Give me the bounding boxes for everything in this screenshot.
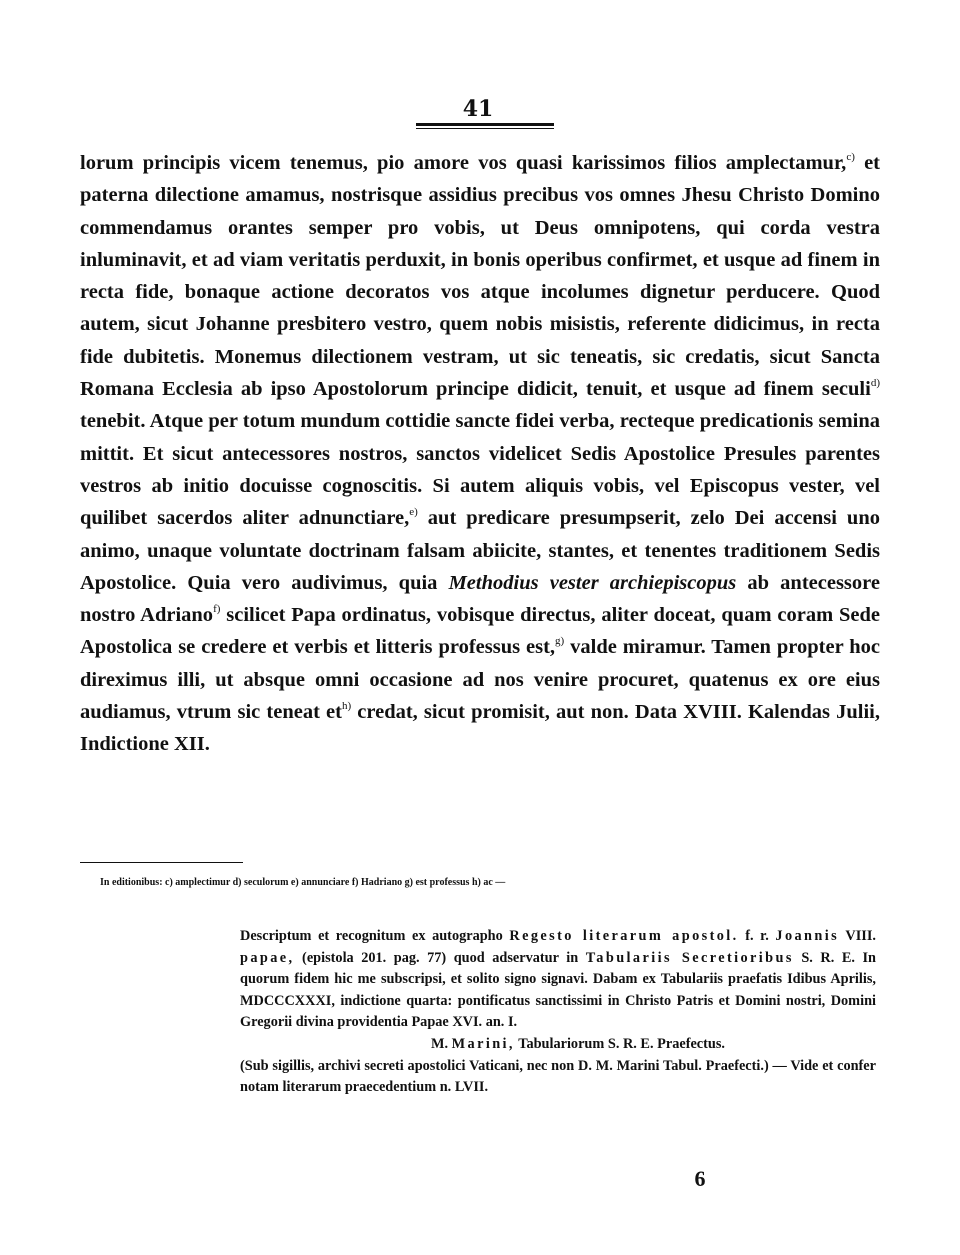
- attestation-segment: Descriptum et recognitum ex autographo: [240, 928, 510, 944]
- attestation-segment: (epistola 201. pag. 77) quod adservatur in: [294, 949, 586, 966]
- body-text: lorum principis vicem tenemus, pio amore vos quasi karissimos filios amplectamur,: [80, 152, 847, 174]
- footnote-marker: h): [341, 700, 352, 713]
- signature-name: Marini,: [451, 1035, 515, 1052]
- footnote-rule: [80, 862, 243, 863]
- footnote-marker: f): [213, 603, 221, 616]
- signature-initial: M.: [430, 1035, 452, 1052]
- attestation-block: [240, 926, 876, 1099]
- italic-name: Methodius vester archiepiscopus: [448, 571, 737, 594]
- body-text: credat, sicut promisit, aut non. Data XVIII. Kalendas Julii, Indictione XII.: [80, 701, 880, 756]
- attestation-segment: S. R. E. In quorum fidem hic me subscripsi, et solito signo signavi. Dabam ex Tabulariis praefatis Idibus Aprilis, MDCCCXXXI, indictione quarta: pontificatus sanctissimi in Christo Patris et Domini nostri, Domini Gregorii divina providentia Papae XVI. an. I.: [240, 949, 876, 1031]
- signature-title: Tabulariorum S. R. E. Praefectus.: [514, 1035, 725, 1052]
- attestation-note: (Sub sigillis, archivi secreti apostolici Vaticani, nec non D. M. Marini Tabul. Praefecti.) — Vide et confer notam literarum praecedentium n. LVII.: [240, 1057, 876, 1096]
- signature-mark: 6: [694, 1166, 706, 1191]
- attestation-spaced: Regesto literarum apostol.: [509, 928, 739, 944]
- body-text: aut predicare presumpserit, zelo Dei accensi uno animo, unaque voluntate doctrinam falsam abiicite, stantes, et tenentes traditionem Sedis Apostolice. Quia vero audivimus, quia: [80, 507, 880, 594]
- attestation-spaced: Tabulariis Secretioribus: [585, 949, 794, 966]
- header-rule: [416, 123, 554, 129]
- page-number: 41: [462, 96, 494, 122]
- body-text: scilicet Papa ordinatus, vobisque directus, aliter doceat, quam coram Sede Apostolica se credere et verbis et litteris professus est,: [80, 604, 880, 659]
- footnote-marker: g): [555, 635, 565, 648]
- attestation-segment: VIII.: [839, 928, 877, 944]
- letter-body: [80, 147, 880, 761]
- footnote-marker: e): [409, 506, 418, 519]
- footnotes: In editionibus: c) amplectimur d) seculorum e) annunciare f) Hadriano g) est professus h) ac —: [100, 877, 506, 888]
- body-text: valde miramur. Tamen propter hoc direximus illi, ut absque omni occasione ad nos venire procuret, quatenus ex ore eius audiamus, vtrum sic teneat et: [80, 636, 880, 724]
- body-text: ab antecessore nostro Adriano: [80, 571, 880, 627]
- attestation-text: [240, 926, 876, 1034]
- attestation-segment: f. r.: [738, 928, 776, 944]
- footnote-marker: c): [846, 151, 855, 163]
- attestation-signature: [240, 1034, 876, 1056]
- body-text: tenebit. Atque per totum mundum cottidie sancte fidei verba, recteque predicationis semina mittit. Et sicut antecessores nostros, sanctos videlicet Sedis Apostolice Presules parentes vestros ab initio docuisse cognoscitis. Si autem aliquis vobis, vel Episcopus vester, vel quilibet sacerdos aliter adnunctiare,: [80, 410, 880, 530]
- attestation-spaced: papae,: [240, 949, 295, 966]
- attestation-spaced: Joannis: [775, 928, 840, 944]
- footnote-marker: d): [870, 377, 880, 390]
- body-text: et paterna dilectione amamus, nostrisque assidius precibus vos omnes Jhesu Christo Domino commendamus orantes semper pro vobis, ut Deus omnipotens, qui corda vestra inluminavit, et ad viam veritatis perduxit, in bonis operibus confirmet, et usque ad finem in recta fide, bonaque actione decoratos vos atque incolumes dignetur perducere. Quod autem, sicut Johanne presbitero vestro, quem nobis misistis, referente didicimus, in recta fide dubitetis. Monemus dilectionem vestram, ut sic teneatis, sic credatis, sicut Sancta Romana Ecclesia ab ipso Apostolorum principe didicit, tenuit, et usque ad finem seculi: [80, 152, 880, 401]
